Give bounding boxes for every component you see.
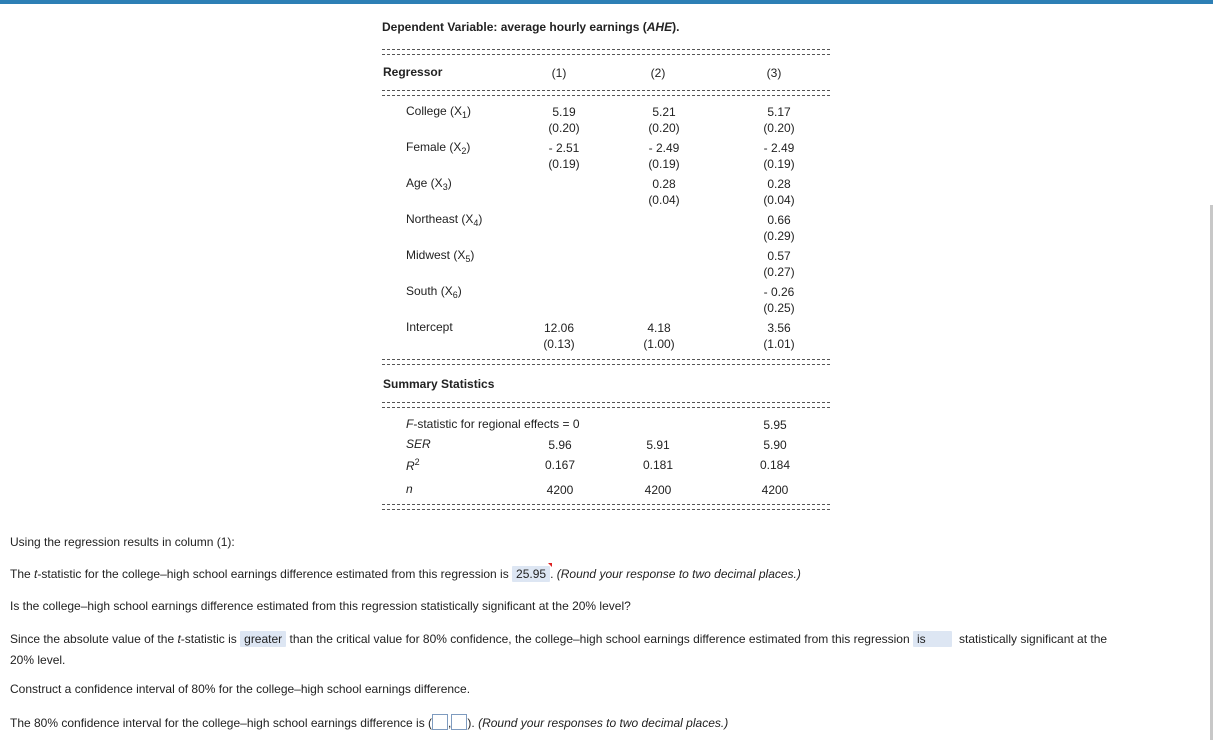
coef-cell: 0.66 (0.29) bbox=[763, 213, 795, 243]
divider bbox=[382, 54, 830, 55]
coef-cell: 0.28 (0.04) bbox=[763, 177, 795, 207]
incorrect-marker-icon bbox=[548, 563, 552, 567]
n-value: 4200 bbox=[761, 483, 789, 497]
divider bbox=[382, 359, 830, 360]
table-title: Dependent Variable: average hourly earnings (AHE). bbox=[382, 20, 680, 34]
regressor-label: South $(X_6)$ bbox=[406, 284, 462, 300]
question-tstat: The t-statistic for the college–high school earnings difference estimated from this regression is 25.95 . (Round your response to two decimal places.) bbox=[10, 567, 801, 581]
n-value: 4200 bbox=[546, 483, 574, 497]
regressor-label: Female $(X_2)$ bbox=[406, 140, 471, 156]
ser-label: SER bbox=[406, 437, 431, 451]
r2-label: $R^2$ bbox=[406, 457, 420, 473]
regressor-label: College $(X_1)$ bbox=[406, 104, 472, 120]
significance-dropdown[interactable]: is bbox=[913, 631, 952, 647]
coef-cell: 5.17 (0.20) bbox=[763, 105, 795, 135]
coef-cell: - 0.26 (0.25) bbox=[763, 285, 795, 315]
question-conclusion: Since the absolute value of the t-statistic is greater than the critical value for 80% confidence, the college–high school earnings difference estimated from this regression is statistically significant at the bbox=[10, 632, 1108, 646]
coef-cell: - 2.49 (0.19) bbox=[648, 141, 680, 171]
column-header-3: (3) bbox=[766, 66, 782, 80]
question-ci: Construct a confidence interval of 80% for the college–high school earnings difference. bbox=[10, 682, 471, 696]
ci-lower-input[interactable] bbox=[432, 714, 448, 730]
regressor-header: Regressor bbox=[383, 65, 443, 79]
ser-value: 5.90 bbox=[763, 438, 787, 452]
top-accent-bar bbox=[0, 0, 1213, 4]
coef-cell: - 2.51 (0.19) bbox=[548, 141, 580, 171]
ci-upper-input[interactable] bbox=[451, 714, 467, 730]
divider bbox=[382, 402, 830, 403]
regressor-label: Northeast $(X_4)$ bbox=[406, 212, 483, 228]
coef-cell: 4.18 (1.00) bbox=[643, 321, 675, 351]
question-significance: Is the college–high school earnings difference estimated from this regression statistically significant at the 20% level? bbox=[10, 599, 631, 613]
r2-value: 0.167 bbox=[544, 458, 576, 472]
column-header-1: (1) bbox=[551, 66, 567, 80]
column-header-2: (2) bbox=[650, 66, 666, 80]
divider bbox=[382, 504, 830, 505]
question-conclusion-cont: 20% level. bbox=[10, 653, 66, 667]
coef-cell: 0.28 (0.04) bbox=[648, 177, 680, 207]
coef-cell: 3.56 (1.01) bbox=[763, 321, 795, 351]
divider bbox=[382, 90, 830, 91]
divider bbox=[382, 364, 830, 365]
regressor-label: Intercept bbox=[406, 320, 453, 334]
r2-value: 0.184 bbox=[759, 458, 791, 472]
fstat-label: F-statistic for regional effects = 0 bbox=[406, 417, 580, 431]
ser-value: 5.91 bbox=[646, 438, 670, 452]
divider bbox=[382, 95, 830, 96]
divider bbox=[382, 407, 830, 408]
n-label: n bbox=[406, 482, 413, 496]
regressor-label: Midwest $(X_5)$ bbox=[406, 248, 475, 264]
question-ci-answer: The 80% confidence interval for the college–high school earnings difference is ( , ). (Round your responses to two decimal places.) bbox=[10, 716, 729, 730]
regressor-label: Age $(X_3)$ bbox=[406, 176, 452, 192]
question-intro: Using the regression results in column (1): bbox=[10, 535, 235, 549]
coef-cell: 0.57 (0.27) bbox=[763, 249, 795, 279]
divider bbox=[382, 49, 830, 50]
comparison-dropdown[interactable]: greater bbox=[240, 631, 286, 647]
coef-cell: 5.21 (0.20) bbox=[648, 105, 680, 135]
summary-title: Summary Statistics bbox=[383, 377, 495, 391]
coef-cell: - 2.49 (0.19) bbox=[763, 141, 795, 171]
coef-cell: 12.06 (0.13) bbox=[543, 321, 575, 351]
divider bbox=[382, 509, 830, 510]
coef-cell: 5.19 (0.20) bbox=[548, 105, 580, 135]
n-value: 4200 bbox=[644, 483, 672, 497]
fstat-value: 5.95 bbox=[763, 418, 787, 432]
ser-value: 5.96 bbox=[548, 438, 572, 452]
tstat-answer-field[interactable]: 25.95 bbox=[512, 566, 550, 582]
r2-value: 0.181 bbox=[642, 458, 674, 472]
